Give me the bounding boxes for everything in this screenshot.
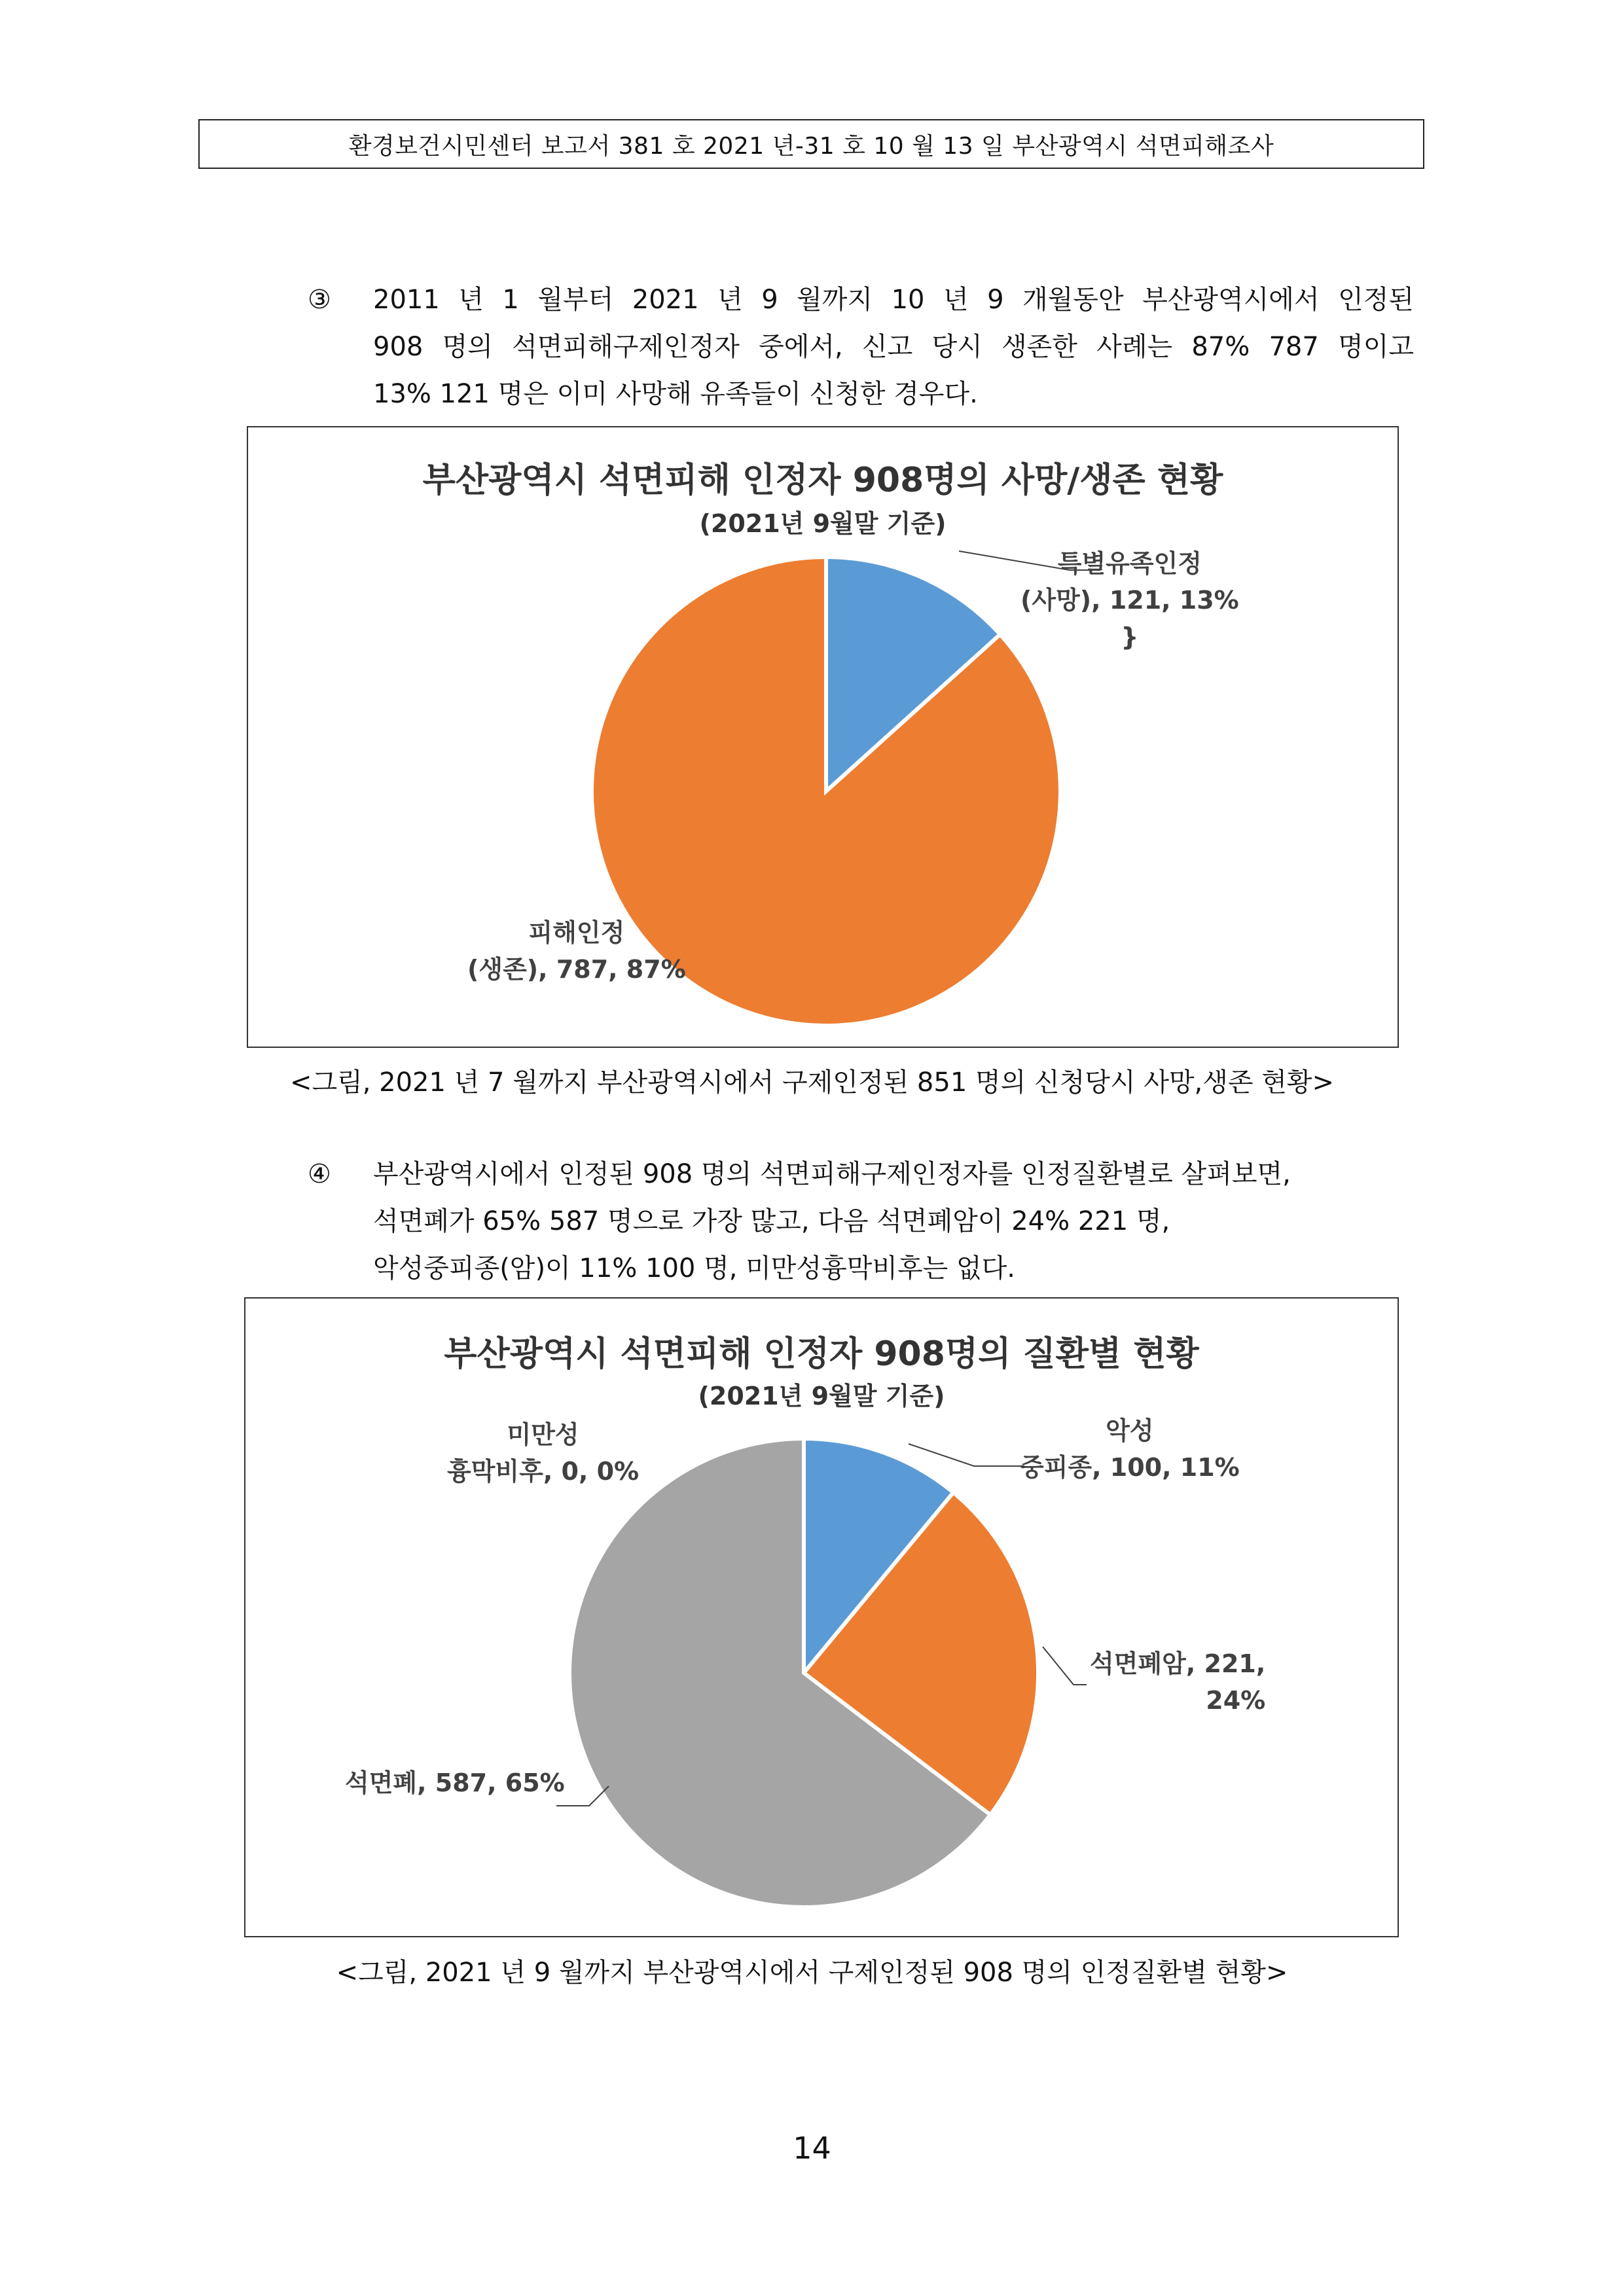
paragraph-line: 악성중피종(암)이 11% 100 명, 미만성흉막비후는 없다. [373, 1253, 1015, 1283]
paragraph-4 [308, 1151, 1414, 1292]
label-line: 흉막비후, 0, 0% [447, 1457, 640, 1486]
chart-1-caption: <그림, 2021 년 7 월까지 부산광역시에서 구제인정된 851 명의 신청당시 사망,생존 현황> [289, 1067, 1335, 1098]
label-line: 피해인정 [528, 918, 625, 947]
label-line: 특별유족인정 [1057, 549, 1202, 578]
paragraph-line: 908 명의 석면피해구제인정자 중에서, 신고 당시 생존한 사례는 87% 787 명이고 [373, 332, 1414, 362]
label-line: 악성 [1106, 1416, 1154, 1445]
paragraph-line: 부산광역시에서 인정된 908 명의 석면피해구제인정자를 인정질환별로 살펴보면, [373, 1159, 1291, 1189]
report-header-text: 환경보건시민센터 보고서 381 호 2021 년-31 호 10 월 13 일 부산광역시 석면피해조사 [348, 132, 1274, 160]
paragraph-3 [308, 276, 1414, 418]
chart-2-frame [244, 1297, 1399, 1937]
paragraph-line: 2011 년 1 월부터 2021 년 9 월까지 10 년 9 개월동안 부산광역시에서 인정된 [373, 285, 1414, 315]
paragraph-marker: ④ [308, 1159, 331, 1189]
chart-1-label-alive [467, 914, 686, 988]
chart-2-label-meso [1020, 1412, 1240, 1486]
chart-2-title: 부산광역시 석면피해 인정자 908명의 질환별 현황 [444, 1335, 1199, 1374]
chart-2-label-lung-cancer [1090, 1645, 1265, 1719]
chart-1-subtitle: (2021년 9월말 기준) [699, 509, 947, 538]
chart-1-label-death: 특별유족인정 (사망), 121, 13% } [1020, 545, 1239, 655]
chart-2-label-asbestosis [345, 1765, 565, 1801]
chart-1-title: 부산광역시 석면피해 인정자 908명의 사망/생존 현황 [422, 461, 1223, 500]
chart-1-frame [247, 426, 1399, 1048]
report-header [198, 119, 1424, 169]
paragraph-line: 석면폐가 65% 587 명으로 가장 많고, 다음 석면폐암이 24% 221 명, [373, 1206, 1170, 1236]
label-line: (생존), 787, 87% [467, 955, 686, 984]
paragraph-marker: ③ [308, 285, 331, 315]
page-number: 14 [793, 2130, 831, 2166]
chart-2-label-pleural [447, 1416, 639, 1490]
label-line: 석면폐암, 221, [1090, 1649, 1266, 1678]
label-line: 중피종, 100, 11% [1020, 1453, 1240, 1482]
label-line: 석면폐, 587, 65% [345, 1768, 565, 1797]
leader-line [909, 1444, 1024, 1466]
label-line: 미만성 [507, 1420, 579, 1449]
chart-2-subtitle: (2021년 9월말 기준) [698, 1382, 945, 1410]
label-line: 24% [1206, 1686, 1266, 1715]
leader-line [1043, 1647, 1087, 1685]
label-line: (사망), 121, 13% [1020, 586, 1239, 615]
paragraph-line: 13% 121 명은 이미 사망해 유족들이 신청한 경우다. [373, 379, 978, 409]
chart-1-pie [248, 427, 1398, 1047]
chart-2-caption: <그림, 2021 년 9 월까지 부산광역시에서 구제인정된 908 명의 인정질환별 현황> [336, 1958, 1288, 1988]
chart-2-pie [245, 1299, 1398, 1936]
